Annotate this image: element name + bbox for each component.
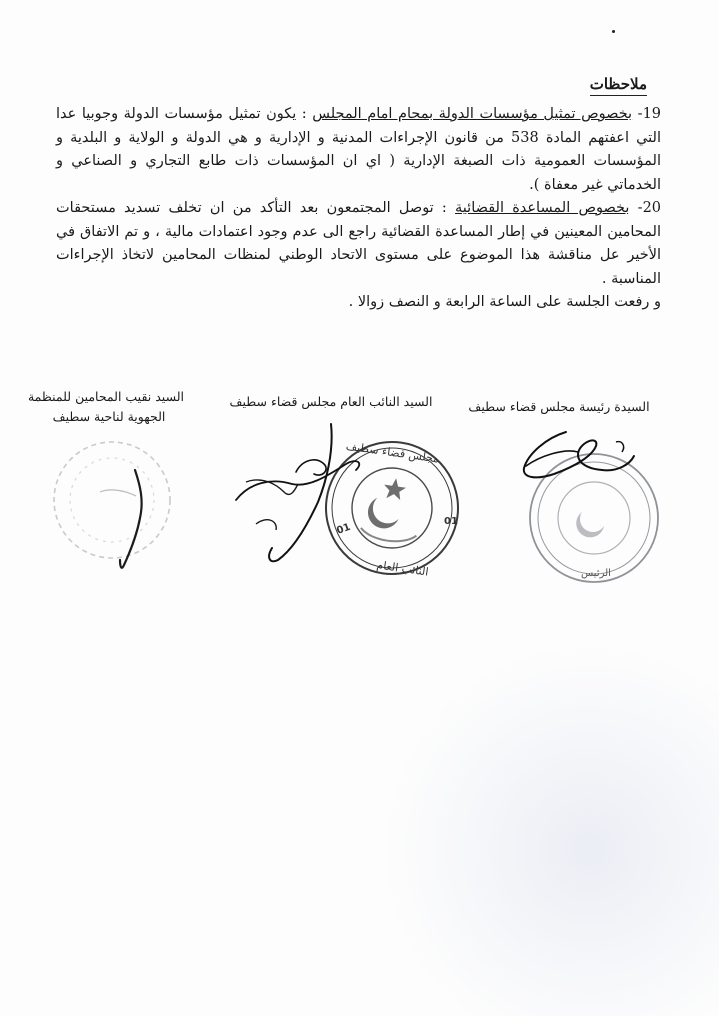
bar-president-seal — [40, 430, 190, 580]
note-20-number: 20- — [637, 200, 662, 216]
note-item-19 — [56, 103, 661, 197]
note-20-subject: بخصوص المساعدة القضائية — [455, 200, 630, 216]
prosecutor-seal — [206, 412, 476, 602]
bar-president-line1: السيد نقيب المحامين للمنظمة — [27, 389, 184, 404]
notes-body — [56, 103, 661, 315]
prosecutor-seal-top: مجلس قضاء سطيف — [345, 439, 440, 466]
note-19-number: 19- — [637, 106, 662, 122]
svg-text:01: 01 — [335, 521, 353, 537]
court-president-label: السيدة رئيسة مجلس قضاء سطيف — [468, 399, 650, 414]
court-president-seal — [506, 418, 666, 588]
note-item-20 — [56, 197, 661, 291]
prosecutor-general-label: السيد النائب العام مجلس قضاء سطيف — [229, 394, 433, 409]
prosecutor-seal-number: 01 — [444, 516, 458, 527]
note-19-subject: بخصوص تمثيل مؤسسات الدولة بمحام امام المجلس — [312, 106, 633, 122]
scan-speck — [612, 30, 615, 33]
note-19-text: : يكون تمثيل مؤسسات الدولة وجوبيا عدا التي اعفتهم المادة 538 من قانون الإجراءات المدنية و الإدارية و هي الدولة و الولاية و البلدية و المؤسسات العمومية ذات الصبغة الإدارية ( اي ان المؤسسات ذات طابع التجاري و الصناعي و الخدماتي غير معفاة ). — [56, 106, 662, 193]
closing-line: و رفعت الجلسة على الساعة الرابعة و النصف زوالا . — [348, 294, 661, 310]
president-seal-bottom: الرئيس — [581, 568, 611, 579]
prosecutor-seal-bottom: النائب العام — [375, 558, 430, 579]
bar-president-line2: الجهوية لناحية سطيف — [52, 409, 166, 424]
notes-heading: ملاحظات — [590, 74, 647, 96]
note-20-text: : توصل المجتمعون بعد التأكد من ان تخلف تسديد مستحقات المحامين المعينين في إطار المساعدة القضائية راجع الى عدم وجود اعتمادات مالية ، و تم الاتفاق في الأخير عل مناقشة هذا الموضوع على مستوى الاتحاد الوطني لمنظات المحامين لاتخاذ الإجراءات المناسبة . — [56, 200, 661, 287]
scan-shadow — [380, 640, 719, 1016]
bar-president-label — [27, 387, 184, 427]
